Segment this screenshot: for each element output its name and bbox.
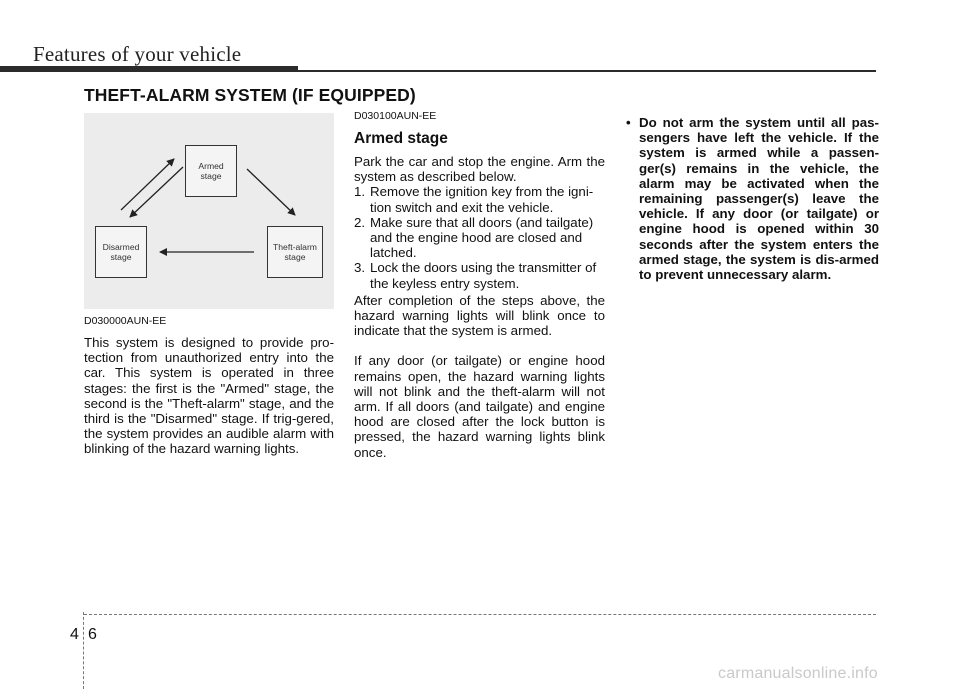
step-number: 3. bbox=[354, 260, 366, 276]
section-title: THEFT-ALARM SYSTEM (IF EQUIPPED) bbox=[84, 85, 416, 105]
armed-step bbox=[354, 184, 605, 214]
intro-code: D030000AUN-EE bbox=[84, 315, 167, 327]
intro-text: This system is designed to provide pro-tection from unauthorized entry into the car. This system is operated in three stages: the first is the "Armed" stage, the second is the "Theft-alarm" stage, and the third is the "Disarmed" stage. If trig-gered, the system provides an audible alarm with blinking of the hazard warning lights. bbox=[84, 335, 334, 457]
step-number: 1. bbox=[354, 184, 366, 200]
footer-divider-horizontal bbox=[84, 614, 876, 615]
armed-intro: Park the car and stop the engine. Arm the system as described below. bbox=[354, 154, 605, 185]
theft-stage-label-1: Theft-alarm bbox=[273, 242, 317, 252]
bullet-dot: • bbox=[626, 115, 631, 130]
arrow-armed-to-theft bbox=[247, 169, 295, 215]
footer-divider-vertical bbox=[83, 612, 84, 689]
armed-steps-list bbox=[354, 184, 605, 290]
disarmed-stage-label-1: Disarmed bbox=[102, 242, 140, 252]
alarm-stage-diagram bbox=[84, 113, 334, 309]
step-text: Make sure that all doors (and tailgate) and the engine hood are closed and latched. bbox=[370, 214, 594, 261]
column-intro bbox=[84, 315, 334, 457]
disarmed-stage-box bbox=[95, 226, 147, 278]
theft-stage-label-2: stage bbox=[284, 252, 306, 262]
column-armed-stage bbox=[354, 110, 605, 460]
arrow-disarmed-to-armed bbox=[121, 159, 174, 210]
armed-step bbox=[354, 260, 605, 290]
armed-code: D030100AUN-EE bbox=[354, 110, 437, 122]
theft-alarm-stage-box bbox=[267, 226, 323, 278]
header-title: Features of your vehicle bbox=[33, 42, 242, 66]
warning-bullet bbox=[623, 115, 879, 282]
header-rule-thin bbox=[298, 70, 876, 72]
step-text: Lock the doors using the transmitter of the keyless entry system. bbox=[370, 260, 597, 291]
armed-stage-label-1: Armed bbox=[198, 161, 224, 171]
armed-stage-box bbox=[185, 145, 237, 197]
watermark: carmanualsonline.info bbox=[718, 665, 878, 682]
chapter-number: 4 bbox=[70, 626, 79, 643]
disarmed-stage-label-2: stage bbox=[110, 252, 132, 262]
step-text: Remove the ignition key from the igni-tion switch and exit the vehicle. bbox=[370, 184, 594, 215]
step-number: 2. bbox=[354, 214, 366, 230]
armed-door-open-text: If any door (or tailgate) or engine hood remains open, the hazard warning lights will not blink and the theft-alarm will not arm. If all doors (and tailgate) and engine hood are closed after the lock button is pressed, the hazard warning lights blink once. bbox=[354, 353, 605, 460]
armed-stage-label-2: stage bbox=[200, 171, 222, 181]
page-number: 6 bbox=[88, 626, 97, 643]
paragraph-gap bbox=[354, 338, 605, 353]
diagram-arrows bbox=[84, 113, 334, 309]
arrow-armed-to-disarmed bbox=[130, 167, 183, 217]
column-warning bbox=[623, 115, 879, 282]
warning-text: Do not arm the system until all pas-sengers have left the vehicle. If the system is armed while a passen-ger(s) remains in the vehicle, the alarm may be activated when the remaining passenger(s) leave the vehicle. If any door (or tailgate) or engine hood is opened within 30 seconds after the system enters the armed stage, the system is dis-armed to prevent unnecessary alarm. bbox=[639, 115, 879, 283]
armed-stage-heading: Armed stage bbox=[354, 130, 448, 147]
header-rule-thick bbox=[0, 66, 298, 72]
armed-step bbox=[354, 215, 605, 261]
armed-after-text: After completion of the steps above, the hazard warning lights will blink once to indicate that the system is armed. bbox=[354, 292, 605, 339]
